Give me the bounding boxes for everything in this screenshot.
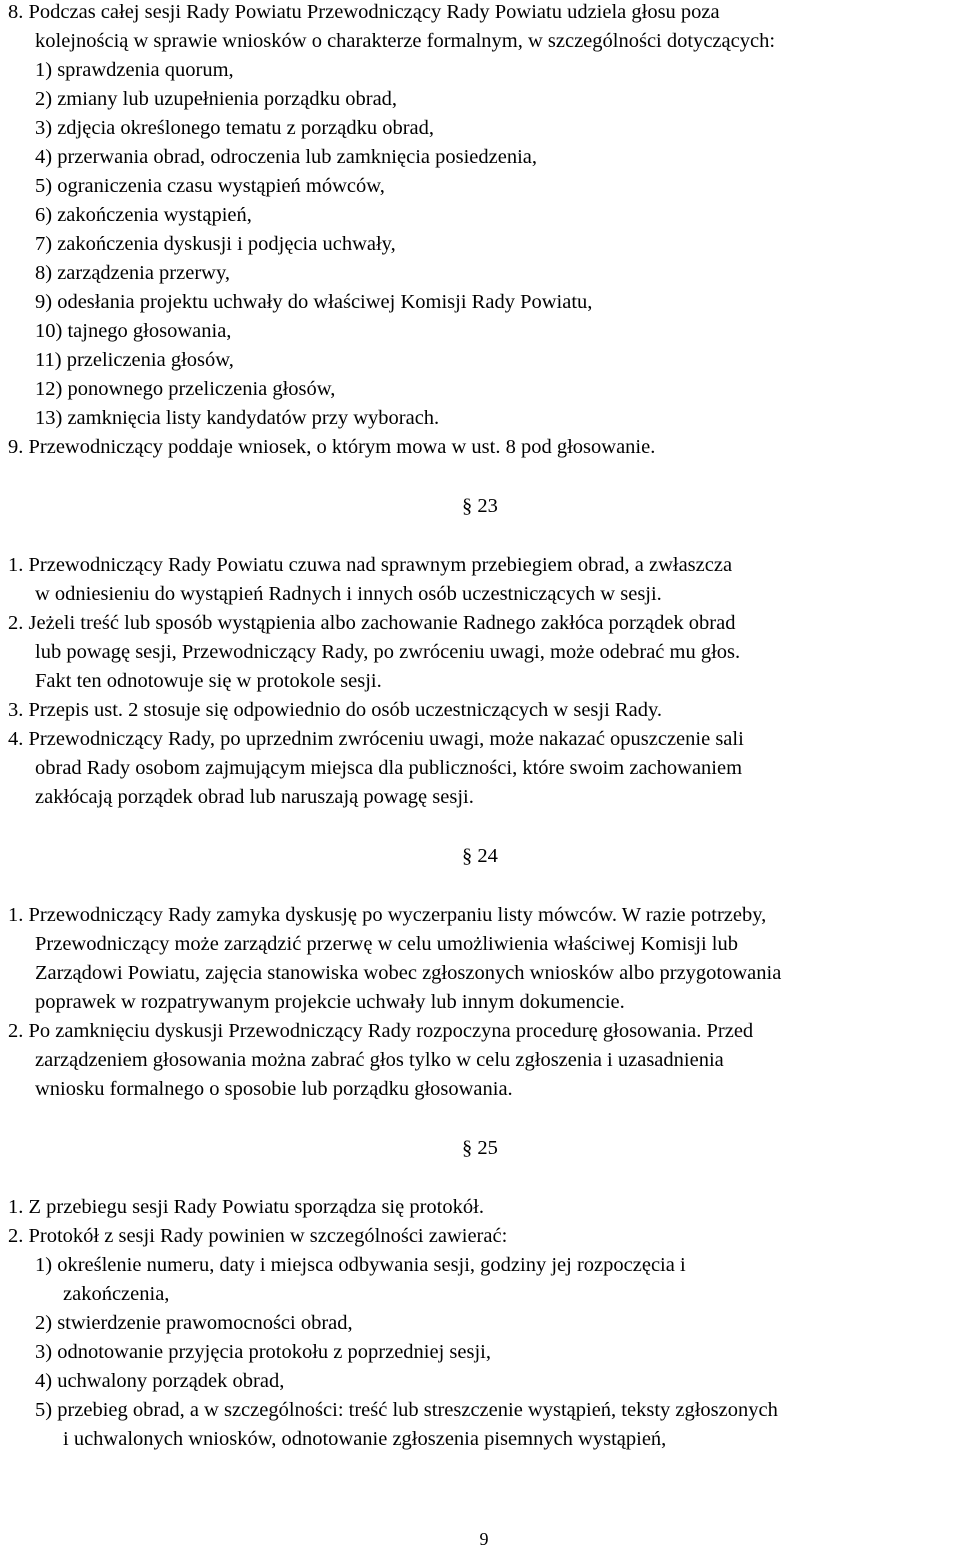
- text-line: 2) stwierdzenie prawomocności obrad,: [35, 1312, 353, 1334]
- text-line: 7) zakończenia dyskusji i podjęcia uchwały,: [35, 233, 396, 255]
- text-line: zarządzeniem głosowania można zabrać głos tylko w celu zgłoszenia i uzasadnienia: [35, 1049, 724, 1071]
- text-line: kolejnością w sprawie wniosków o charakterze formalnym, w szczególności dotyczących:: [35, 30, 776, 52]
- text-line: 4) przerwania obrad, odroczenia lub zamknięcia posiedzenia,: [35, 146, 538, 168]
- text-line: 8) zarządzenia przerwy,: [35, 262, 230, 284]
- text-line: 12) ponownego przeliczenia głosów,: [35, 378, 336, 400]
- text-line: wniosku formalnego o sposobie lub porządku głosowania.: [35, 1078, 513, 1100]
- text-line: 3. Przepis ust. 2 stosuje się odpowiednio do osób uczestniczących w sesji Rady.: [8, 699, 662, 721]
- text-line: zakończenia,: [63, 1283, 170, 1305]
- text-line: 5) przebieg obrad, a w szczególności: treść lub streszczenie wystąpień, teksty zgłoszonych: [35, 1399, 778, 1421]
- text-line: 11) przeliczenia głosów,: [35, 349, 234, 371]
- text-line: lub powagę sesji, Przewodniczący Rady, po zwróceniu uwagi, może odebrać mu głos.: [35, 641, 741, 663]
- text-line: 6) zakończenia wystąpień,: [35, 204, 252, 226]
- text-line: Fakt ten odnotowuje się w protokole sesji.: [35, 670, 382, 692]
- text-line: 1. Przewodniczący Rady zamyka dyskusję po wyczerpaniu listy mówców. W razie potrzeby,: [8, 904, 767, 926]
- text-line: 3) zdjęcia określonego tematu z porządku obrad,: [35, 117, 435, 139]
- text-line: zakłócają porządek obrad lub naruszają powagę sesji.: [35, 786, 474, 808]
- text-line: 10) tajnego głosowania,: [35, 320, 232, 342]
- text-line: 8. Podczas całej sesji Rady Powiatu Przewodniczący Rady Powiatu udziela głosu poza: [8, 1, 720, 23]
- section-heading: § 25: [462, 1137, 498, 1159]
- text-line: 2. Jeżeli treść lub sposób wystąpienia albo zachowanie Radnego zakłóca porządek obrad: [8, 612, 736, 634]
- text-line: 9) odesłania projektu uchwały do właściwej Komisji Rady Powiatu,: [35, 291, 593, 313]
- text-line: 9. Przewodniczący poddaje wniosek, o którym mowa w ust. 8 pod głosowanie.: [8, 436, 656, 458]
- text-line: poprawek w rozpatrywanym projekcie uchwały lub innym dokumencie.: [35, 991, 625, 1013]
- section-heading: § 23: [462, 495, 498, 517]
- text-line: 1. Z przebiegu sesji Rady Powiatu sporządza się protokół.: [8, 1196, 484, 1218]
- section-heading: § 24: [462, 845, 498, 867]
- text-line: 5) ograniczenia czasu wystąpień mówców,: [35, 175, 385, 197]
- text-line: w odniesieniu do wystąpień Radnych i innych osób uczestniczących w sesji.: [35, 583, 662, 605]
- text-line: 1. Przewodniczący Rady Powiatu czuwa nad sprawnym przebiegiem obrad, a zwłaszcza: [8, 554, 733, 576]
- text-line: Zarządowi Powiatu, zajęcia stanowiska wobec zgłoszonych wniosków albo przygotowania: [35, 962, 782, 984]
- text-line: 2. Protokół z sesji Rady powinien w szczególności zawierać:: [8, 1225, 508, 1247]
- text-line: obrad Rady osobom zajmującym miejsca dla publiczności, które swoim zachowaniem: [35, 757, 743, 779]
- page-number: 9: [479, 1529, 489, 1549]
- text-line: Przewodniczący może zarządzić przerwę w celu umożliwienia właściwej Komisji lub: [35, 933, 738, 955]
- text-line: 4. Przewodniczący Rady, po uprzednim zwróceniu uwagi, może nakazać opuszczenie sali: [8, 728, 744, 750]
- text-line: 1) sprawdzenia quorum,: [35, 59, 234, 81]
- text-line: 13) zamknięcia listy kandydatów przy wyborach.: [35, 407, 440, 429]
- text-line: 2) zmiany lub uzupełnienia porządku obrad,: [35, 88, 398, 110]
- text-line: 4) uchwalony porządek obrad,: [35, 1370, 285, 1392]
- text-line: i uchwalonych wniosków, odnotowanie zgłoszenia pisemnych wystąpień,: [63, 1428, 667, 1450]
- text-line: 1) określenie numeru, daty i miejsca odbywania sesji, godziny jej rozpoczęcia i: [35, 1254, 686, 1276]
- text-line: 3) odnotowanie przyjęcia protokołu z poprzedniej sesji,: [35, 1341, 491, 1363]
- text-line: 2. Po zamknięciu dyskusji Przewodniczący Rady rozpoczyna procedurę głosowania. Przed: [8, 1020, 754, 1042]
